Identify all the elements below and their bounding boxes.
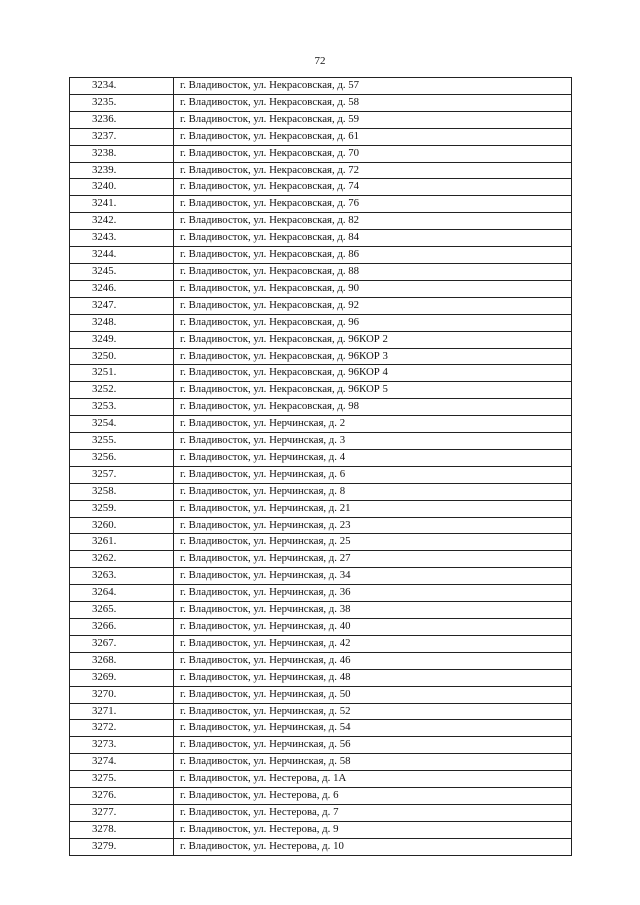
row-address: г. Владивосток, ул. Нерчинская, д. 6: [174, 466, 572, 483]
row-number: 3260.: [70, 517, 174, 534]
table-row: [70, 111, 572, 128]
row-number: 3258.: [70, 483, 174, 500]
table-row: [70, 669, 572, 686]
row-address: г. Владивосток, ул. Некрасовская, д. 98: [174, 399, 572, 416]
table-row: [70, 619, 572, 636]
table-row: [70, 703, 572, 720]
row-number: 3261.: [70, 534, 174, 551]
table-row: [70, 568, 572, 585]
row-number: 3266.: [70, 619, 174, 636]
row-number: 3279.: [70, 838, 174, 855]
table-row: [70, 230, 572, 247]
row-address: г. Владивосток, ул. Нерчинская, д. 21: [174, 500, 572, 517]
row-address: г. Владивосток, ул. Нерчинская, д. 42: [174, 635, 572, 652]
row-address: г. Владивосток, ул. Нерчинская, д. 4: [174, 449, 572, 466]
row-address: г. Владивосток, ул. Некрасовская, д. 82: [174, 213, 572, 230]
row-number: 3267.: [70, 635, 174, 652]
table-row: [70, 365, 572, 382]
row-number: 3269.: [70, 669, 174, 686]
row-number: 3237.: [70, 128, 174, 145]
row-number: 3259.: [70, 500, 174, 517]
row-address: г. Владивосток, ул. Некрасовская, д. 96: [174, 314, 572, 331]
table-row: [70, 602, 572, 619]
row-address: г. Владивосток, ул. Некрасовская, д. 84: [174, 230, 572, 247]
row-number: 3247.: [70, 297, 174, 314]
row-number: 3234.: [70, 78, 174, 95]
row-number: 3246.: [70, 280, 174, 297]
row-number: 3238.: [70, 145, 174, 162]
table-row: [70, 162, 572, 179]
row-address: г. Владивосток, ул. Некрасовская, д. 96КОР 3: [174, 348, 572, 365]
row-address: г. Владивосток, ул. Нерчинская, д. 50: [174, 686, 572, 703]
row-address: г. Владивосток, ул. Нестерова, д. 10: [174, 838, 572, 855]
row-address: г. Владивосток, ул. Нестерова, д. 6: [174, 788, 572, 805]
row-number: 3265.: [70, 602, 174, 619]
row-number: 3274.: [70, 754, 174, 771]
table-row: [70, 585, 572, 602]
table-row: [70, 94, 572, 111]
address-table: [69, 77, 572, 856]
table-row: [70, 179, 572, 196]
table-row: [70, 280, 572, 297]
table-row: [70, 754, 572, 771]
row-address: г. Владивосток, ул. Нерчинская, д. 46: [174, 652, 572, 669]
row-number: 3262.: [70, 551, 174, 568]
row-number: 3277.: [70, 804, 174, 821]
table-row: [70, 788, 572, 805]
row-address: г. Владивосток, ул. Нестерова, д. 7: [174, 804, 572, 821]
row-address: г. Владивосток, ул. Некрасовская, д. 92: [174, 297, 572, 314]
row-number: 3250.: [70, 348, 174, 365]
row-number: 3241.: [70, 196, 174, 213]
row-number: 3244.: [70, 247, 174, 264]
row-address: г. Владивосток, ул. Нерчинская, д. 23: [174, 517, 572, 534]
table-row: [70, 483, 572, 500]
table-row: [70, 145, 572, 162]
row-number: 3245.: [70, 263, 174, 280]
table-row: [70, 652, 572, 669]
table-row: [70, 804, 572, 821]
row-number: 3254.: [70, 416, 174, 433]
row-address: г. Владивосток, ул. Некрасовская, д. 74: [174, 179, 572, 196]
row-address: г. Владивосток, ул. Некрасовская, д. 86: [174, 247, 572, 264]
table-row: [70, 500, 572, 517]
table-row: [70, 78, 572, 95]
table-row: [70, 771, 572, 788]
row-address: г. Владивосток, ул. Некрасовская, д. 76: [174, 196, 572, 213]
row-number: 3271.: [70, 703, 174, 720]
row-number: 3255.: [70, 433, 174, 450]
table-row: [70, 720, 572, 737]
row-number: 3275.: [70, 771, 174, 788]
row-address: г. Владивосток, ул. Некрасовская, д. 90: [174, 280, 572, 297]
row-number: 3253.: [70, 399, 174, 416]
row-number: 3252.: [70, 382, 174, 399]
row-address: г. Владивосток, ул. Нерчинская, д. 36: [174, 585, 572, 602]
row-address: г. Владивосток, ул. Нерчинская, д. 58: [174, 754, 572, 771]
row-number: 3248.: [70, 314, 174, 331]
table-row: [70, 314, 572, 331]
row-number: 3256.: [70, 449, 174, 466]
table-row: [70, 737, 572, 754]
table-row: [70, 686, 572, 703]
row-number: 3236.: [70, 111, 174, 128]
row-number: 3270.: [70, 686, 174, 703]
row-number: 3268.: [70, 652, 174, 669]
row-number: 3239.: [70, 162, 174, 179]
table-row: [70, 382, 572, 399]
row-address: г. Владивосток, ул. Нерчинская, д. 52: [174, 703, 572, 720]
table-row: [70, 247, 572, 264]
table-row: [70, 128, 572, 145]
table-row: [70, 534, 572, 551]
row-address: г. Владивосток, ул. Нерчинская, д. 34: [174, 568, 572, 585]
row-address: г. Владивосток, ул. Некрасовская, д. 70: [174, 145, 572, 162]
table-row: [70, 348, 572, 365]
table-row: [70, 331, 572, 348]
row-address: г. Владивосток, ул. Нерчинская, д. 27: [174, 551, 572, 568]
table-row: [70, 517, 572, 534]
row-address: г. Владивосток, ул. Некрасовская, д. 96КОР 2: [174, 331, 572, 348]
row-address: г. Владивосток, ул. Нестерова, д. 9: [174, 821, 572, 838]
row-address: г. Владивосток, ул. Нестерова, д. 1А: [174, 771, 572, 788]
row-address: г. Владивосток, ул. Нерчинская, д. 56: [174, 737, 572, 754]
table-row: [70, 399, 572, 416]
row-number: 3243.: [70, 230, 174, 247]
row-address: г. Владивосток, ул. Некрасовская, д. 88: [174, 263, 572, 280]
table-row: [70, 213, 572, 230]
row-number: 3273.: [70, 737, 174, 754]
table-row: [70, 433, 572, 450]
row-address: г. Владивосток, ул. Некрасовская, д. 96КОР 5: [174, 382, 572, 399]
row-address: г. Владивосток, ул. Нерчинская, д. 2: [174, 416, 572, 433]
table-row: [70, 416, 572, 433]
table-row: [70, 838, 572, 855]
table-row: [70, 466, 572, 483]
row-address: г. Владивосток, ул. Некрасовская, д. 61: [174, 128, 572, 145]
table-row: [70, 196, 572, 213]
row-number: 3235.: [70, 94, 174, 111]
table-row: [70, 551, 572, 568]
row-number: 3240.: [70, 179, 174, 196]
row-address: г. Владивосток, ул. Нерчинская, д. 25: [174, 534, 572, 551]
address-table-body: [70, 78, 572, 856]
table-row: [70, 263, 572, 280]
row-number: 3272.: [70, 720, 174, 737]
row-address: г. Владивосток, ул. Нерчинская, д. 8: [174, 483, 572, 500]
row-number: 3276.: [70, 788, 174, 805]
row-number: 3249.: [70, 331, 174, 348]
row-number: 3278.: [70, 821, 174, 838]
row-address: г. Владивосток, ул. Нерчинская, д. 40: [174, 619, 572, 636]
row-address: г. Владивосток, ул. Некрасовская, д. 96КОР 4: [174, 365, 572, 382]
table-row: [70, 821, 572, 838]
row-number: 3264.: [70, 585, 174, 602]
row-address: г. Владивосток, ул. Нерчинская, д. 54: [174, 720, 572, 737]
row-address: г. Владивосток, ул. Нерчинская, д. 38: [174, 602, 572, 619]
table-row: [70, 449, 572, 466]
row-number: 3263.: [70, 568, 174, 585]
row-address: г. Владивосток, ул. Некрасовская, д. 72: [174, 162, 572, 179]
page-number: 72: [314, 55, 326, 67]
row-address: г. Владивосток, ул. Некрасовская, д. 59: [174, 111, 572, 128]
row-address: г. Владивосток, ул. Некрасовская, д. 58: [174, 94, 572, 111]
row-address: г. Владивосток, ул. Некрасовская, д. 57: [174, 78, 572, 95]
row-number: 3251.: [70, 365, 174, 382]
row-number: 3257.: [70, 466, 174, 483]
row-address: г. Владивосток, ул. Нерчинская, д. 3: [174, 433, 572, 450]
row-number: 3242.: [70, 213, 174, 230]
table-row: [70, 297, 572, 314]
row-address: г. Владивосток, ул. Нерчинская, д. 48: [174, 669, 572, 686]
table-row: [70, 635, 572, 652]
